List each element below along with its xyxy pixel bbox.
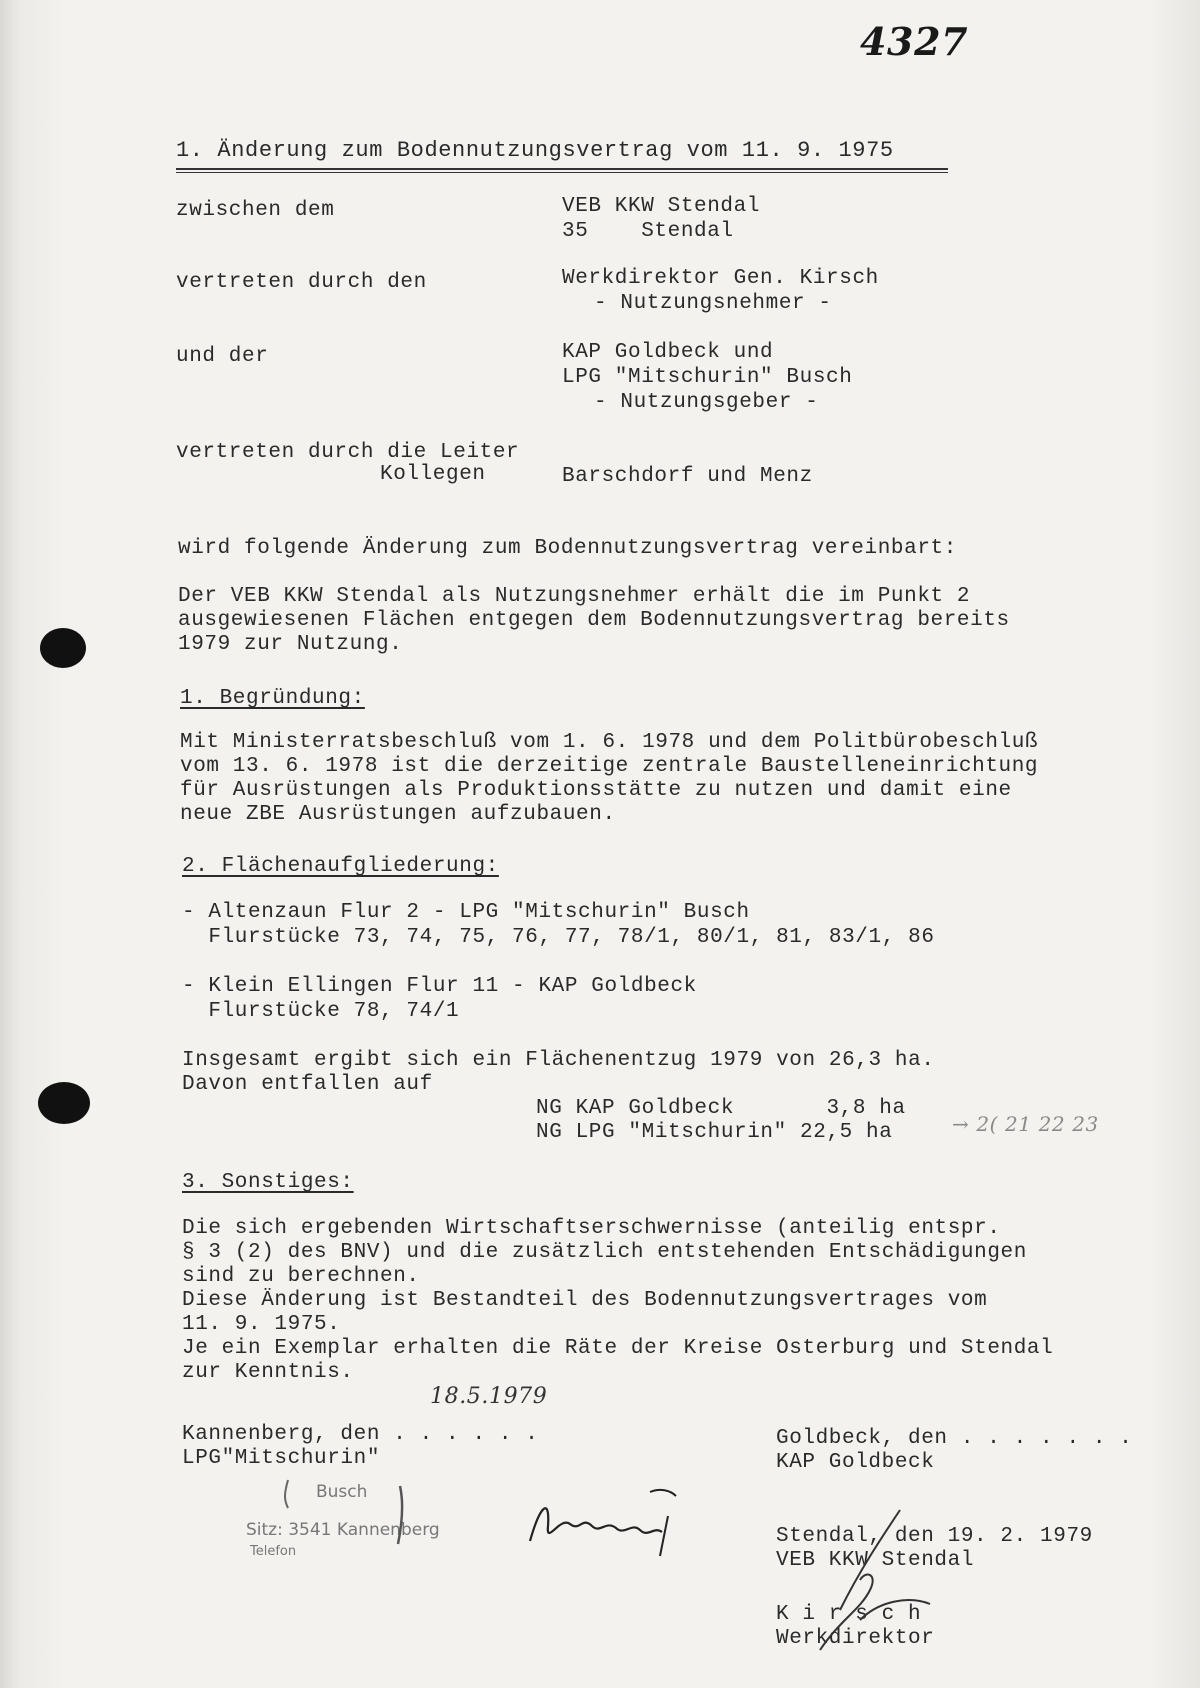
stendal-title: Werkdirektor bbox=[776, 1627, 935, 1650]
nehmer-role: - Nutzungsnehmer - bbox=[594, 292, 832, 315]
left-date-handwritten: 18.5.1979 bbox=[430, 1384, 548, 1409]
section2-alloc-2: NG LPG "Mitschurin" 22,5 ha bbox=[536, 1121, 893, 1144]
section3-line-7: zur Kenntnis. bbox=[182, 1361, 354, 1384]
left-signature-org: LPG"Mitschurin" bbox=[182, 1447, 381, 1470]
section2-split: Davon entfallen auf bbox=[182, 1073, 433, 1096]
section2-total: Insgesamt ergibt sich ein Flächenentzug 1979 von 26,3 ha. bbox=[182, 1049, 935, 1072]
title-rule-1 bbox=[176, 168, 948, 170]
section2-heading: 2. Flächenaufgliederung: bbox=[182, 855, 499, 878]
leaders-names: Barschdorf und Menz bbox=[562, 465, 813, 488]
section1-line-1: Mit Ministerratsbeschluß vom 1. 6. 1978 und dem Politbürobeschluß bbox=[180, 731, 1039, 754]
document-title: 1. Änderung zum Bodennutzungsvertrag vom 11. 9. 1975 bbox=[176, 138, 894, 163]
nehmer-location: 35 Stendal bbox=[562, 220, 734, 243]
title-rule-2 bbox=[176, 172, 948, 173]
doc-number: 4327 bbox=[860, 19, 969, 64]
section1-line-2: vom 13. 6. 1978 ist die derzeitige zentrale Baustelleneinrichtung bbox=[180, 755, 1039, 778]
stamp-phone: Telefon bbox=[250, 1544, 297, 1559]
punch-hole-top bbox=[40, 628, 86, 668]
handwritten-note: → 2( 21 22 23 bbox=[952, 1112, 1099, 1136]
section3-line-3: sind zu berechnen. bbox=[182, 1265, 420, 1288]
stendal-place-date: Stendal, den 19. 2. 1979 bbox=[776, 1525, 1093, 1548]
represented-label: vertreten durch den bbox=[176, 271, 427, 294]
intro-line-3: 1979 zur Nutzung. bbox=[178, 633, 403, 656]
section2-item1-line1: - Altenzaun Flur 2 - LPG "Mitschurin" Busch bbox=[182, 901, 750, 924]
geber-name-1: KAP Goldbeck und bbox=[562, 341, 774, 364]
colleagues-label: Kollegen bbox=[380, 463, 486, 486]
stamp-busch: Busch bbox=[316, 1482, 368, 1502]
punch-hole-bottom bbox=[38, 1082, 90, 1124]
section2-item1-line2: Flurstücke 73, 74, 75, 76, 77, 78/1, 80/1, 81, 83/1, 86 bbox=[182, 926, 935, 949]
kirsch-signature bbox=[800, 1500, 1000, 1660]
section3-line-6: Je ein Exemplar erhalten die Räte der Kreise Osterburg und Stendal bbox=[182, 1337, 1054, 1360]
agreement-intro: wird folgende Änderung zum Bodennutzungsvertrag vereinbart: bbox=[178, 537, 957, 560]
section2-item2-line1: - Klein Ellingen Flur 11 - KAP Goldbeck bbox=[182, 975, 697, 998]
right-signature-place: Goldbeck, den . . . . . . . bbox=[776, 1427, 1133, 1450]
left-signature-place: Kannenberg, den . . . . . . bbox=[182, 1423, 539, 1446]
section3-line-5: 11. 9. 1975. bbox=[182, 1313, 341, 1336]
and-label: und der bbox=[176, 345, 269, 368]
section2-alloc-1: NG KAP Goldbeck 3,8 ha bbox=[536, 1097, 906, 1120]
geber-name-2: LPG "Mitschurin" Busch bbox=[562, 366, 853, 389]
section2-item2-line2: Flurstücke 78, 74/1 bbox=[182, 1000, 460, 1023]
geber-role: - Nutzungsgeber - bbox=[594, 391, 819, 414]
stendal-org: VEB KKW Stendal bbox=[776, 1549, 975, 1572]
section1-line-4: neue ZBE Ausrüstungen aufzubauen. bbox=[180, 803, 616, 826]
stamp-frame bbox=[280, 1474, 420, 1564]
section3-line-1: Die sich ergebenden Wirtschaftserschwernisse (anteilig entspr. bbox=[182, 1217, 1001, 1240]
nehmer-representative: Werkdirektor Gen. Kirsch bbox=[562, 267, 879, 290]
nehmer-name: VEB KKW Stendal bbox=[562, 195, 761, 218]
intro-line-1: Der VEB KKW Stendal als Nutzungsnehmer erhält die im Punkt 2 bbox=[178, 585, 971, 608]
between-label: zwischen dem bbox=[176, 199, 335, 222]
stendal-signer: K i r s c h bbox=[776, 1603, 922, 1626]
section3-line-2: § 3 (2) des BNV) und die zusätzlich entstehenden Entschädigungen bbox=[182, 1241, 1027, 1264]
section1-heading: 1. Begründung: bbox=[180, 687, 365, 710]
section3-heading: 3. Sonstiges: bbox=[182, 1171, 354, 1194]
intro-line-2: ausgewiesenen Flächen entgegen dem Bodennutzungsvertrag bereits bbox=[178, 609, 1010, 632]
section3-line-4: Diese Änderung ist Bestandteil des Bodennutzungsvertrages vom bbox=[182, 1289, 988, 1312]
leaders-label: vertreten durch die Leiter bbox=[176, 441, 520, 464]
stamp-address: Sitz: 3541 Kannenberg bbox=[246, 1520, 440, 1540]
section1-line-3: für Ausrüstungen als Produktionsstätte zu nutzen und damit eine bbox=[180, 779, 1012, 802]
menz-signature bbox=[520, 1486, 690, 1566]
right-signature-org: KAP Goldbeck bbox=[776, 1451, 935, 1474]
